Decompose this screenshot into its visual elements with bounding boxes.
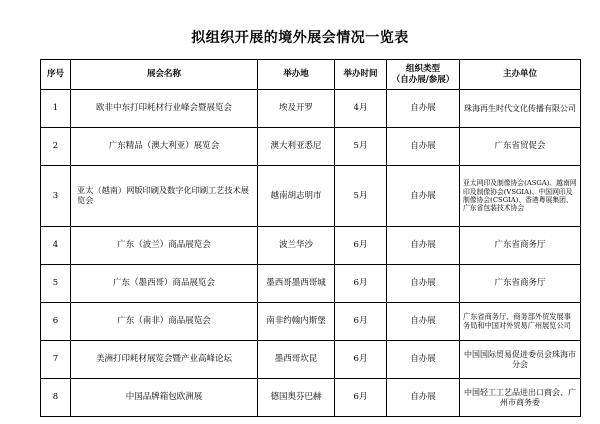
header-organizer: 主办单位 [460,60,581,90]
cell-location: 埃及开罗 [258,90,335,128]
cell-type: 自办展 [387,341,460,379]
cell-index: 7 [41,341,71,379]
table-row [41,227,581,265]
cell-index: 2 [41,128,71,166]
cell-time: 6月 [335,341,387,379]
cell-organizer: 广东省商务厅、商务部外贸发展事务局和中国对外贸易广州展览公司 [460,303,581,341]
header-type: 组织类型 （自办展/参展） [387,60,460,90]
header-index: 序号 [41,60,71,90]
header-time: 举办时间 [335,60,387,90]
cell-organizer: 广东省贸促会 [460,128,581,166]
cell-name: 广东（墨西哥）商品展览会 [71,265,258,303]
cell-type: 自办展 [387,166,460,227]
cell-location: 墨西哥墨西哥城 [258,265,335,303]
cell-index: 1 [41,90,71,128]
cell-name: 亚太（越南）网版印刷及数字化印刷工艺技术展览会 [71,166,258,227]
cell-time: 6月 [335,265,387,303]
cell-location: 越南胡志明市 [258,166,335,227]
table-row [41,303,581,341]
cell-type: 自办展 [387,379,460,417]
header-location: 举办地 [258,60,335,90]
table-row [41,341,581,379]
table-row [41,379,581,417]
cell-organizer: 广东省商务厅 [460,227,581,265]
cell-time: 6月 [335,303,387,341]
cell-organizer: 中国轻工工艺品进出口商会、广州市商务委 [460,379,581,417]
cell-organizer: 亚太网印及制像协会(ASGA)、越南网印及制像协会(VSGIA)、中国网印及制像协会(CSGIA)、香港粤展集团、广东省包装技术协会 [460,166,581,227]
cell-name: 广东精品（澳大利亚）展览会 [71,128,258,166]
table-row [41,90,581,128]
cell-time: 5月 [335,166,387,227]
cell-type: 自办展 [387,227,460,265]
cell-type: 自办展 [387,265,460,303]
header-name: 展会名称 [71,60,258,90]
cell-time: 4月 [335,90,387,128]
cell-location: 墨西哥坎昆 [258,341,335,379]
cell-location: 南非约翰内斯堡 [258,303,335,341]
cell-organizer: 中国国际贸易促进委员会珠海市分会 [460,341,581,379]
table-row [41,265,581,303]
cell-time: 5月 [335,128,387,166]
cell-organizer: 珠海再生时代文化传播有限公司 [460,90,581,128]
cell-index: 3 [41,166,71,227]
cell-type: 自办展 [387,303,460,341]
cell-type: 自办展 [387,90,460,128]
cell-name: 欧非中东打印耗材行业峰会暨展览会 [71,90,258,128]
table-row [41,166,581,227]
cell-organizer: 广东省商务厅 [460,265,581,303]
cell-name: 广东（南非）商品展览会 [71,303,258,341]
table-row [41,128,581,166]
table-header-row [41,60,581,90]
cell-index: 5 [41,265,71,303]
cell-location: 波兰华沙 [258,227,335,265]
cell-time: 6月 [335,379,387,417]
cell-name: 广东（波兰）商品展览会 [71,227,258,265]
page-title: 拟组织开展的境外展会情况一览表 [191,30,409,46]
cell-index: 6 [41,303,71,341]
cell-type: 自办展 [387,128,460,166]
cell-location: 德国奥芬巴赫 [258,379,335,417]
cell-name: 中国品牌箱包欧洲展 [71,379,258,417]
cell-index: 4 [41,227,71,265]
exhibition-table [40,59,581,417]
cell-name: 美洲打印耗材展览会暨产业高峰论坛 [71,341,258,379]
cell-index: 8 [41,379,71,417]
cell-time: 6月 [335,227,387,265]
cell-location: 澳大利亚悉尼 [258,128,335,166]
